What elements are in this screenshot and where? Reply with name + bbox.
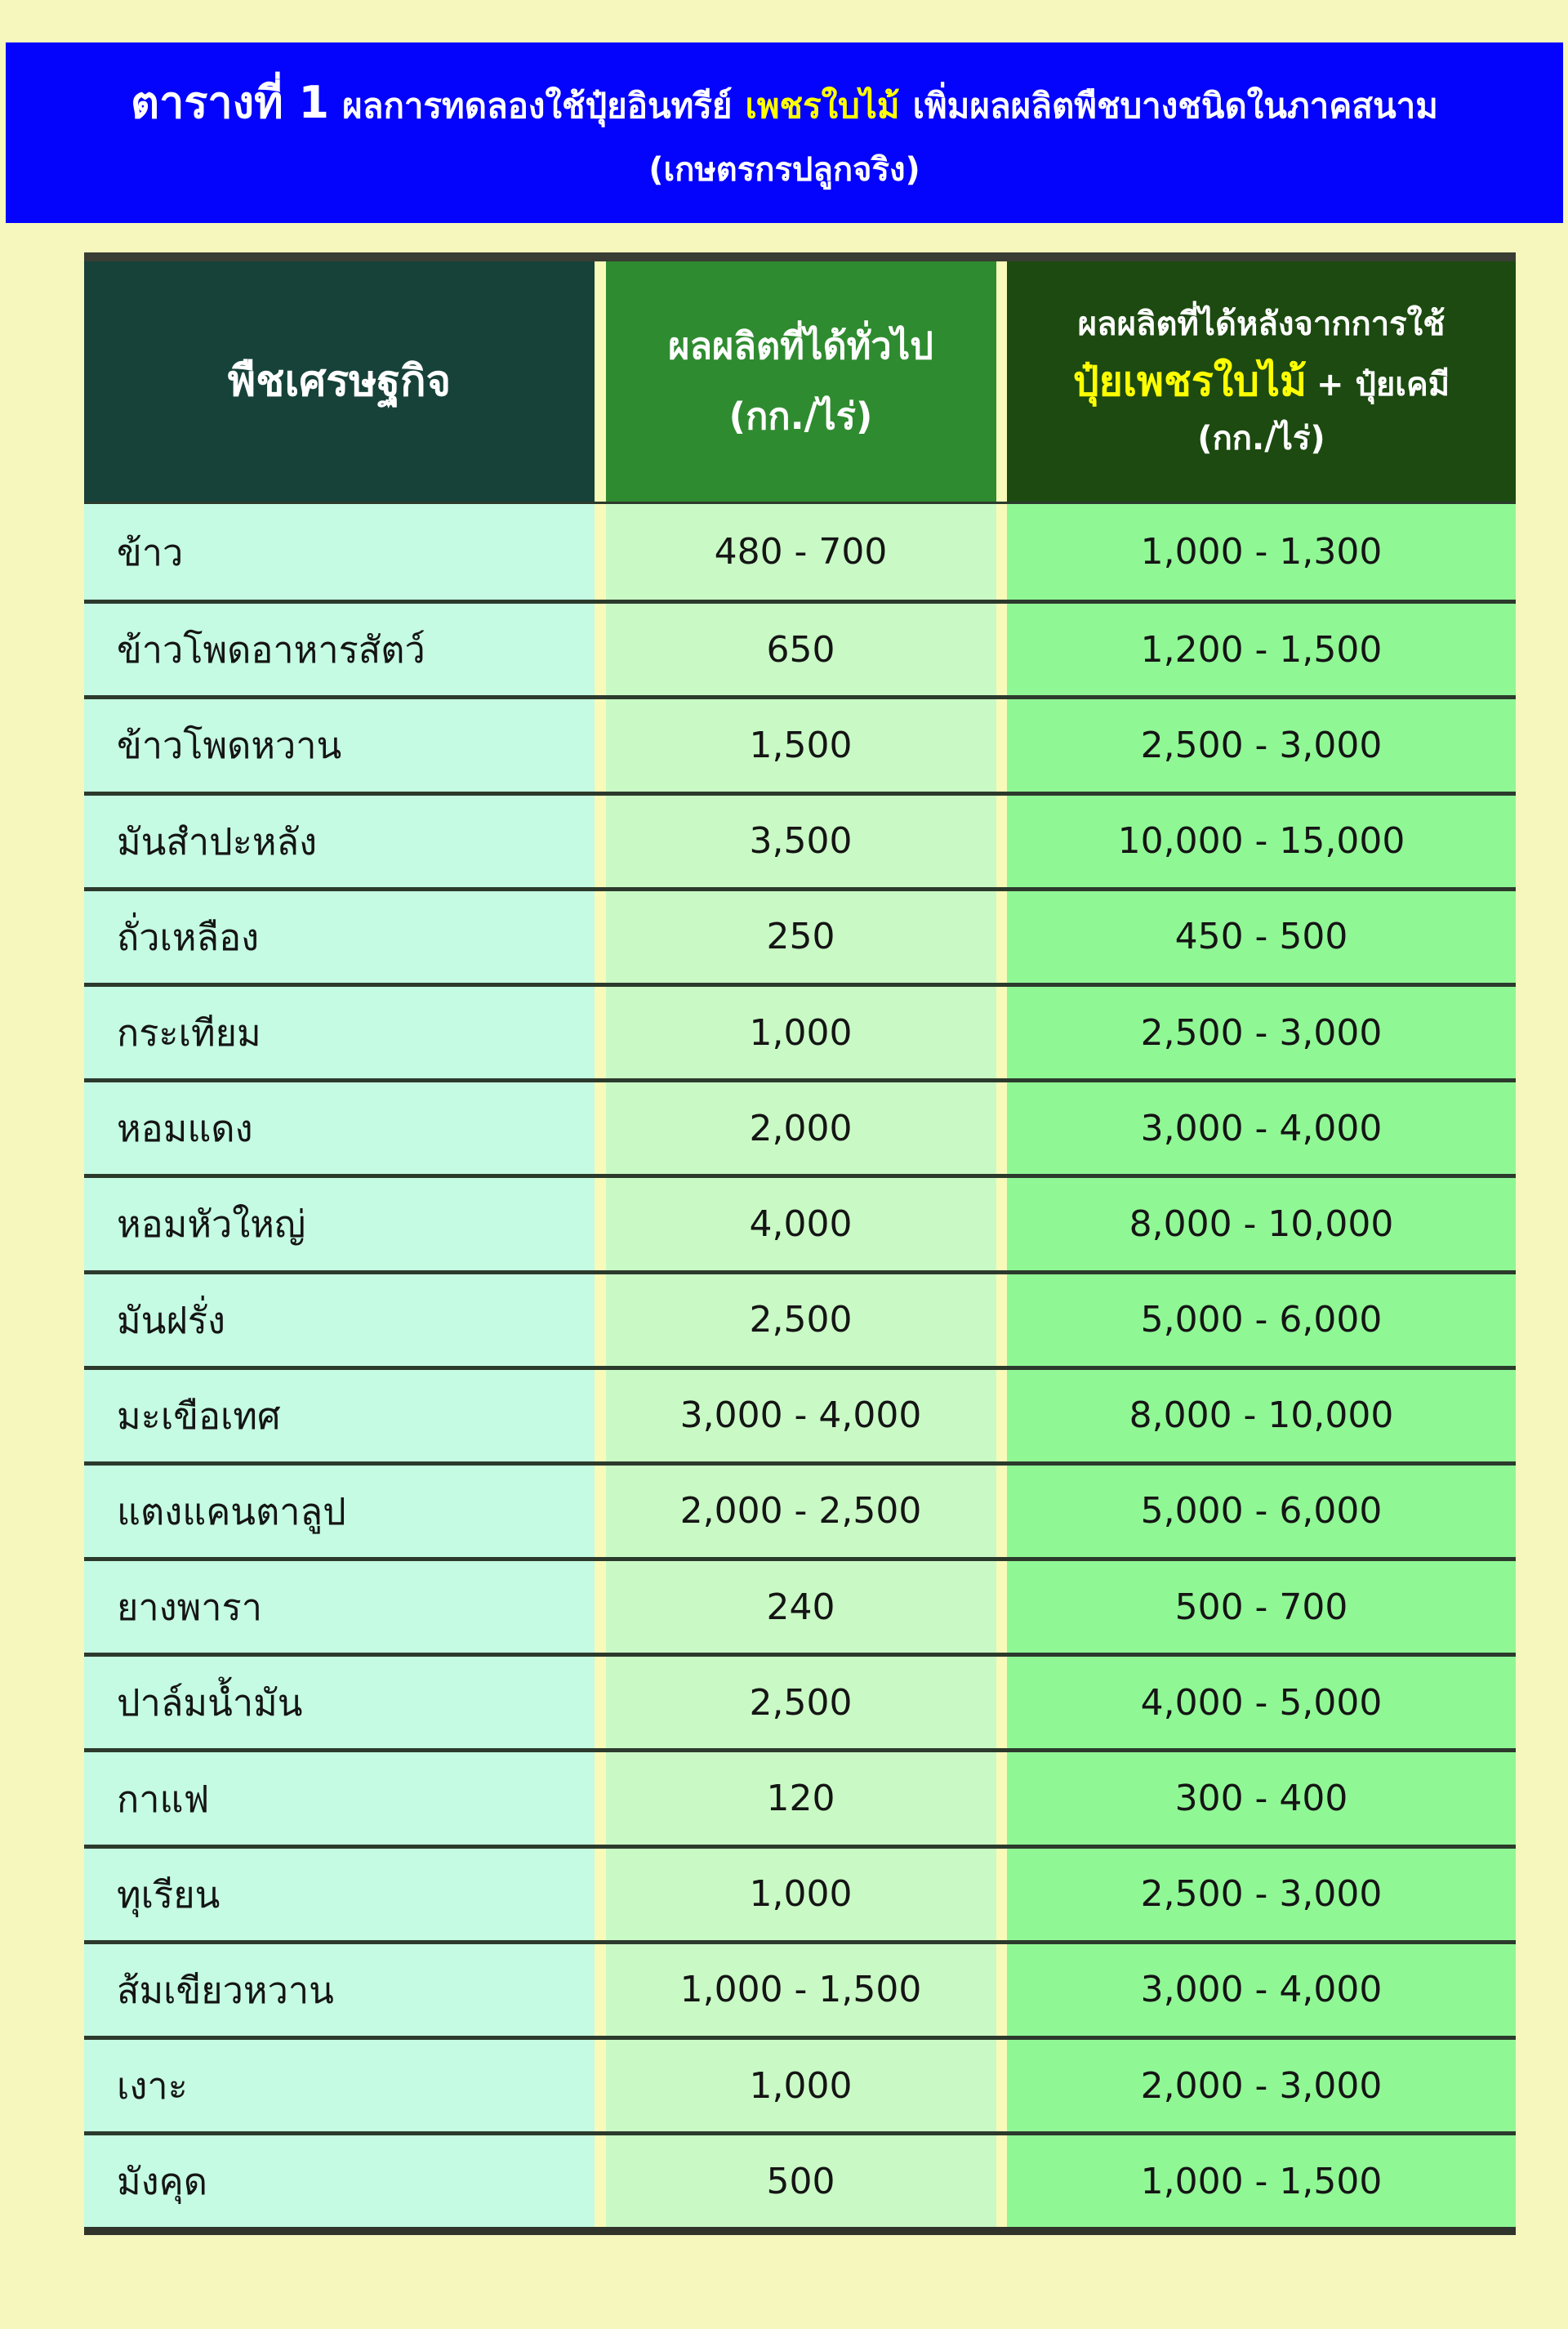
- column-separator: [595, 1274, 606, 1366]
- enhanced-yield-cell: [1007, 1752, 1516, 1844]
- crop-name: ข้าวโพดหวาน: [117, 724, 342, 768]
- general-yield-value: 1,000: [749, 2064, 853, 2107]
- general-yield-value: 3,500: [749, 820, 853, 863]
- general-yield-value: 120: [766, 1778, 835, 1820]
- column-separator: [595, 1082, 606, 1174]
- column-separator: [595, 796, 606, 887]
- crop-name: หอมแดง: [117, 1107, 253, 1151]
- crop-cell: [84, 796, 595, 887]
- enhanced-yield-value: 500 - 700: [1174, 1586, 1348, 1628]
- enhanced-yield-cell: [1007, 1561, 1516, 1653]
- enhanced-yield-value: 1,000 - 1,500: [1140, 2160, 1383, 2202]
- column-separator: [996, 261, 1008, 502]
- column-separator: [996, 1849, 1008, 1940]
- column-separator: [996, 987, 1008, 1078]
- crop-name: หอมหัวใหญ่: [117, 1202, 306, 1247]
- enhanced-yield-value: 10,000 - 15,000: [1117, 820, 1405, 863]
- general-yield-value: 1,000: [749, 1873, 853, 1916]
- crop-cell: [84, 1657, 595, 1748]
- column-separator: [996, 604, 1008, 695]
- general-yield-value: 2,000 - 2,500: [679, 1490, 922, 1533]
- enhanced-yield-cell: [1007, 1657, 1516, 1748]
- column-separator: [595, 1466, 606, 1557]
- column-separator: [996, 1944, 1008, 2036]
- enhanced-yield-value: 2,500 - 3,000: [1140, 724, 1383, 766]
- crop-name: เงาะ: [117, 2064, 188, 2108]
- column-separator: [996, 1466, 1008, 1557]
- crop-cell: [84, 1561, 595, 1653]
- column-separator: [595, 699, 606, 791]
- column-separator: [996, 2135, 1008, 2227]
- table-row: [84, 1845, 1516, 1940]
- enhanced-yield-value: 8,000 - 10,000: [1129, 1202, 1394, 1245]
- general-yield-value: 3,000 - 4,000: [679, 1394, 922, 1437]
- crop-cell: [84, 1849, 595, 1940]
- column-separator: [595, 1561, 606, 1653]
- header-cell-crop: [84, 261, 595, 502]
- enhanced-yield-cell: [1007, 891, 1516, 983]
- enhanced-yield-value: 8,000 - 10,000: [1129, 1394, 1394, 1437]
- general-yield-cell: [606, 796, 996, 887]
- table-row: [84, 600, 1516, 695]
- crop-name: มังคุด: [117, 2160, 207, 2204]
- crop-cell: [84, 504, 595, 600]
- crop-cell: [84, 1370, 595, 1461]
- table-row: [84, 1366, 1516, 1461]
- table-row: [84, 983, 1516, 1078]
- enhanced-yield-value: 1,000 - 1,300: [1140, 531, 1383, 573]
- column-separator: [595, 1370, 606, 1461]
- crop-name: ข้าวโพดอาหารสัตว์: [117, 628, 425, 672]
- enhanced-yield-value: 4,000 - 5,000: [1140, 1681, 1383, 1724]
- enhanced-yield-value: 5,000 - 6,000: [1140, 1299, 1383, 1341]
- general-yield-cell: [606, 1178, 996, 1269]
- general-yield-value: 240: [766, 1586, 835, 1628]
- enhanced-yield-value: 2,500 - 3,000: [1140, 1873, 1383, 1916]
- general-yield-value: 2,000: [749, 1107, 853, 1149]
- general-yield-value: 650: [766, 628, 835, 671]
- banner-subtitle: (เกษตรกรปลูกจริง): [648, 151, 920, 190]
- enhanced-yield-value: 2,500 - 3,000: [1140, 1011, 1383, 1054]
- banner-title-part1: ผลการทดลองใช้ปุ๋ยอินทรีย์: [342, 85, 733, 126]
- enhanced-yield-value: 3,000 - 4,000: [1140, 1969, 1383, 2011]
- yield-table: [84, 252, 1516, 2235]
- crop-name: ข้าว: [117, 530, 184, 574]
- column-separator: [996, 1082, 1008, 1174]
- enhanced-yield-cell: [1007, 1944, 1516, 2036]
- general-yield-cell: [606, 1274, 996, 1366]
- column-separator: [996, 699, 1008, 791]
- enhanced-yield-cell: [1007, 796, 1516, 887]
- table-row: [84, 792, 1516, 887]
- column-separator: [595, 261, 606, 502]
- crop-name: ยางพารา: [117, 1586, 262, 1630]
- table-body: [84, 504, 1516, 2227]
- crop-name: ถั่วเหลือง: [117, 915, 260, 959]
- crop-name: ทุเรียน: [117, 1872, 220, 1916]
- general-yield-value: 4,000: [749, 1202, 853, 1245]
- enhanced-yield-cell: [1007, 504, 1516, 600]
- general-yield-cell: [606, 1657, 996, 1748]
- enhanced-yield-cell: [1007, 699, 1516, 791]
- general-yield-value: 1,000: [749, 1011, 853, 1054]
- header-enhanced-line2-rest: + ปุ๋ยเคมี: [1316, 366, 1450, 404]
- enhanced-yield-cell: [1007, 2040, 1516, 2131]
- crop-name: มะเขือเทศ: [117, 1394, 281, 1438]
- table-row: [84, 504, 1516, 600]
- general-yield-cell: [606, 1944, 996, 2036]
- banner-title-highlight: เพชรใบไม้: [745, 85, 900, 126]
- table-row: [84, 1270, 1516, 1366]
- column-separator: [595, 891, 606, 983]
- column-separator: [996, 1370, 1008, 1461]
- enhanced-yield-cell: [1007, 1849, 1516, 1940]
- column-separator: [996, 1274, 1008, 1366]
- header-enhanced-line2: [1073, 357, 1450, 406]
- table-header-row: [84, 261, 1516, 504]
- general-yield-cell: [606, 1082, 996, 1174]
- crop-cell: [84, 1466, 595, 1557]
- column-separator: [595, 987, 606, 1078]
- table-row: [84, 1653, 1516, 1748]
- enhanced-yield-cell: [1007, 1466, 1516, 1557]
- enhanced-yield-cell: [1007, 1370, 1516, 1461]
- crop-cell: [84, 891, 595, 983]
- general-yield-cell: [606, 1561, 996, 1653]
- crop-cell: [84, 1752, 595, 1844]
- general-yield-cell: [606, 604, 996, 695]
- general-yield-value: 500: [766, 2160, 835, 2202]
- column-separator: [996, 2040, 1008, 2131]
- general-yield-cell: [606, 2135, 996, 2227]
- column-separator: [996, 1178, 1008, 1269]
- crop-name: แตงแคนตาลูป: [117, 1489, 346, 1533]
- general-yield-value: 2,500: [749, 1681, 853, 1724]
- crop-cell: [84, 1082, 595, 1174]
- crop-name: ส้มเขียวหวาน: [117, 1968, 334, 2012]
- general-yield-value: 1,500: [749, 724, 853, 766]
- enhanced-yield-cell: [1007, 1082, 1516, 1174]
- table-row: [84, 887, 1516, 983]
- column-separator: [595, 1178, 606, 1269]
- enhanced-yield-value: 2,000 - 3,000: [1140, 2064, 1383, 2107]
- table-row: [84, 1078, 1516, 1174]
- column-separator: [595, 604, 606, 695]
- enhanced-yield-value: 3,000 - 4,000: [1140, 1107, 1383, 1149]
- crop-cell: [84, 2040, 595, 2131]
- column-separator: [996, 1752, 1008, 1844]
- column-separator: [595, 2135, 606, 2227]
- banner-title-line: [131, 75, 1438, 131]
- crop-name: มันสำปะหลัง: [117, 819, 318, 863]
- column-separator: [595, 504, 606, 600]
- crop-cell: [84, 604, 595, 695]
- column-separator: [996, 891, 1008, 983]
- table-row: [84, 2036, 1516, 2131]
- crop-cell: [84, 2135, 595, 2227]
- table-row: [84, 1461, 1516, 1557]
- column-separator: [595, 2040, 606, 2131]
- general-yield-value: 1,000 - 1,500: [679, 1969, 922, 2011]
- crop-name: ปาล์มน้ำมัน: [117, 1681, 303, 1725]
- crop-cell: [84, 1944, 595, 2036]
- crop-cell: [84, 1274, 595, 1366]
- enhanced-yield-value: 450 - 500: [1174, 916, 1348, 958]
- banner-title-prefix: ตารางที่ 1: [131, 76, 330, 128]
- column-separator: [595, 1752, 606, 1844]
- crop-cell: [84, 1178, 595, 1269]
- crop-name: กาแฟ: [117, 1777, 210, 1821]
- enhanced-yield-cell: [1007, 987, 1516, 1078]
- header-cell-general-yield: [606, 261, 996, 502]
- column-separator: [595, 1849, 606, 1940]
- crop-cell: [84, 699, 595, 791]
- general-yield-value: 250: [766, 916, 835, 958]
- general-yield-cell: [606, 2040, 996, 2131]
- header-enhanced-unit: (กก./ไร่): [1197, 420, 1325, 457]
- table-row: [84, 1174, 1516, 1269]
- general-yield-cell: [606, 1370, 996, 1461]
- column-separator: [996, 796, 1008, 887]
- column-separator: [595, 1657, 606, 1748]
- table-row: [84, 1557, 1516, 1653]
- column-separator: [996, 504, 1008, 600]
- general-yield-cell: [606, 891, 996, 983]
- table-row: [84, 1748, 1516, 1844]
- general-yield-cell: [606, 1752, 996, 1844]
- header-enhanced-highlight: ปุ๋ยเพชรใบไม้: [1072, 358, 1307, 405]
- table-row: [84, 695, 1516, 791]
- banner-title-part2: เพิ่มผลผลิตพืชบางชนิดในภาคสนาม: [912, 85, 1438, 126]
- general-yield-cell: [606, 699, 996, 791]
- column-separator: [996, 1561, 1008, 1653]
- enhanced-yield-cell: [1007, 2135, 1516, 2227]
- general-yield-cell: [606, 1849, 996, 1940]
- table-row: [84, 2131, 1516, 2227]
- crop-name: มันฝรั่ง: [117, 1298, 225, 1342]
- header-general-unit: (กก./ไร่): [728, 395, 873, 438]
- header-general-line1: ผลผลิตที่ได้ทั่วไป: [668, 324, 933, 368]
- header-cell-enhanced-yield: [1007, 261, 1516, 502]
- crop-name: กระเทียม: [117, 1011, 261, 1055]
- enhanced-yield-value: 5,000 - 6,000: [1140, 1490, 1383, 1533]
- enhanced-yield-cell: [1007, 1274, 1516, 1366]
- enhanced-yield-cell: [1007, 1178, 1516, 1269]
- title-banner: [6, 42, 1563, 223]
- enhanced-yield-value: 300 - 400: [1174, 1778, 1348, 1820]
- header-crop-label: พืชเศรษฐกิจ: [227, 356, 452, 406]
- general-yield-value: 2,500: [749, 1299, 853, 1341]
- crop-cell: [84, 987, 595, 1078]
- table-row: [84, 1940, 1516, 2036]
- enhanced-yield-value: 1,200 - 1,500: [1140, 628, 1383, 671]
- general-yield-value: 480 - 700: [714, 531, 888, 573]
- header-enhanced-line1: ผลผลิตที่ได้หลังจากการใช้: [1077, 306, 1446, 343]
- column-separator: [996, 1657, 1008, 1748]
- general-yield-cell: [606, 987, 996, 1078]
- column-separator: [595, 1944, 606, 2036]
- general-yield-cell: [606, 504, 996, 600]
- general-yield-cell: [606, 1466, 996, 1557]
- enhanced-yield-cell: [1007, 604, 1516, 695]
